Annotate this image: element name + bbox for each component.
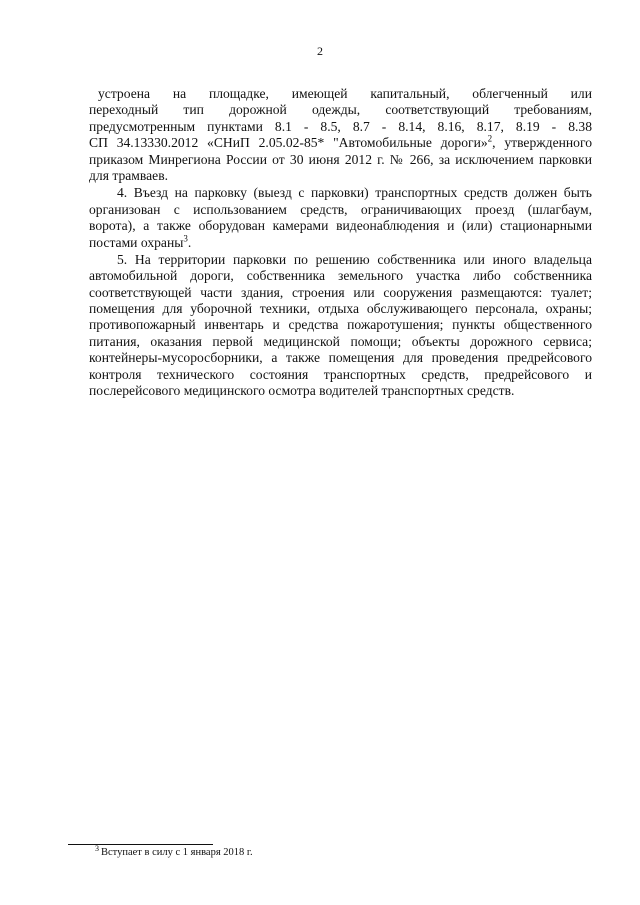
footnote-mark: 3 — [95, 843, 99, 853]
paragraph-line: предусмотренным пунктами 8.1 - 8.5, 8.7 - 8.14, 8.16, 8.17, 8.19 - 8.38 — [89, 118, 592, 134]
paragraph-line — [89, 232, 592, 251]
paragraph-line: помещения для уборочной техники, отдыха обслуживающего персонала, охраны; — [89, 301, 592, 317]
paragraph-line — [89, 135, 592, 151]
paragraph-line: 4. Въезд на парковку (выезд с парковки) транспортных средств должен быть — [117, 185, 592, 201]
line-text: , утвержденного — [492, 135, 592, 151]
paragraph-1 — [89, 86, 592, 184]
paragraph-line: соответствующей части здания, строения или сооружения размещаются: туалет; — [89, 284, 592, 300]
document-body — [89, 86, 592, 399]
page-number: 2 — [317, 44, 323, 58]
paragraph-line: автомобильной дороги, собственника земельного участка либо собственника — [89, 268, 592, 284]
paragraph-line: ворота), а также оборудован камерами видеонаблюдения и (или) стационарными — [89, 218, 592, 234]
paragraph-line: контроля технического состояния транспортных средств, предрейсового и — [89, 366, 592, 382]
footnote-reference: 3 — [183, 232, 188, 243]
paragraph-3 — [89, 252, 592, 400]
paragraph-line: переходный тип дорожной одежды, соответствующий требованиям, — [89, 102, 592, 118]
line-text: СП 34.13330.2012 «СНиП 2.05.02-85* "Автомобильные дороги» — [89, 135, 488, 151]
footnote — [95, 843, 253, 860]
footnote-reference: 2 — [487, 133, 493, 144]
paragraph-line: устроена на площадке, имеющей капитальный, облегченный или — [98, 86, 592, 101]
line-text: . — [187, 234, 192, 250]
footnote-separator — [68, 844, 213, 845]
paragraph-line: приказом Минрегиона России от 30 июня 2012 г. № 266, за исключением парковки — [89, 151, 592, 167]
paragraph-line: противопожарный инвентарь и средства пожаротушения; пункты общественного — [89, 317, 592, 333]
paragraph-line: для трамваев. — [89, 167, 169, 183]
line-text: постами охраны — [89, 234, 184, 250]
paragraph-line: контейнеры-мусоросборники, а также помещения для проведения предрейсового — [89, 350, 592, 366]
paragraph-line: послерейсового медицинского осмотра водителей транспортных средств. — [89, 383, 515, 399]
paragraph-2 — [89, 185, 592, 251]
footnote-text: Вступает в силу с 1 января 2018 г. — [101, 847, 253, 858]
paragraph-line: 5. На территории парковки по решению собственника или иного владельца — [117, 251, 592, 267]
paragraph-line: питания, оказания первой медицинской помощи; объекты дорожного сервиса; — [89, 333, 592, 349]
paragraph-line: организован с использованием средств, ограничивающих проезд (шлагбаум, — [89, 201, 592, 217]
